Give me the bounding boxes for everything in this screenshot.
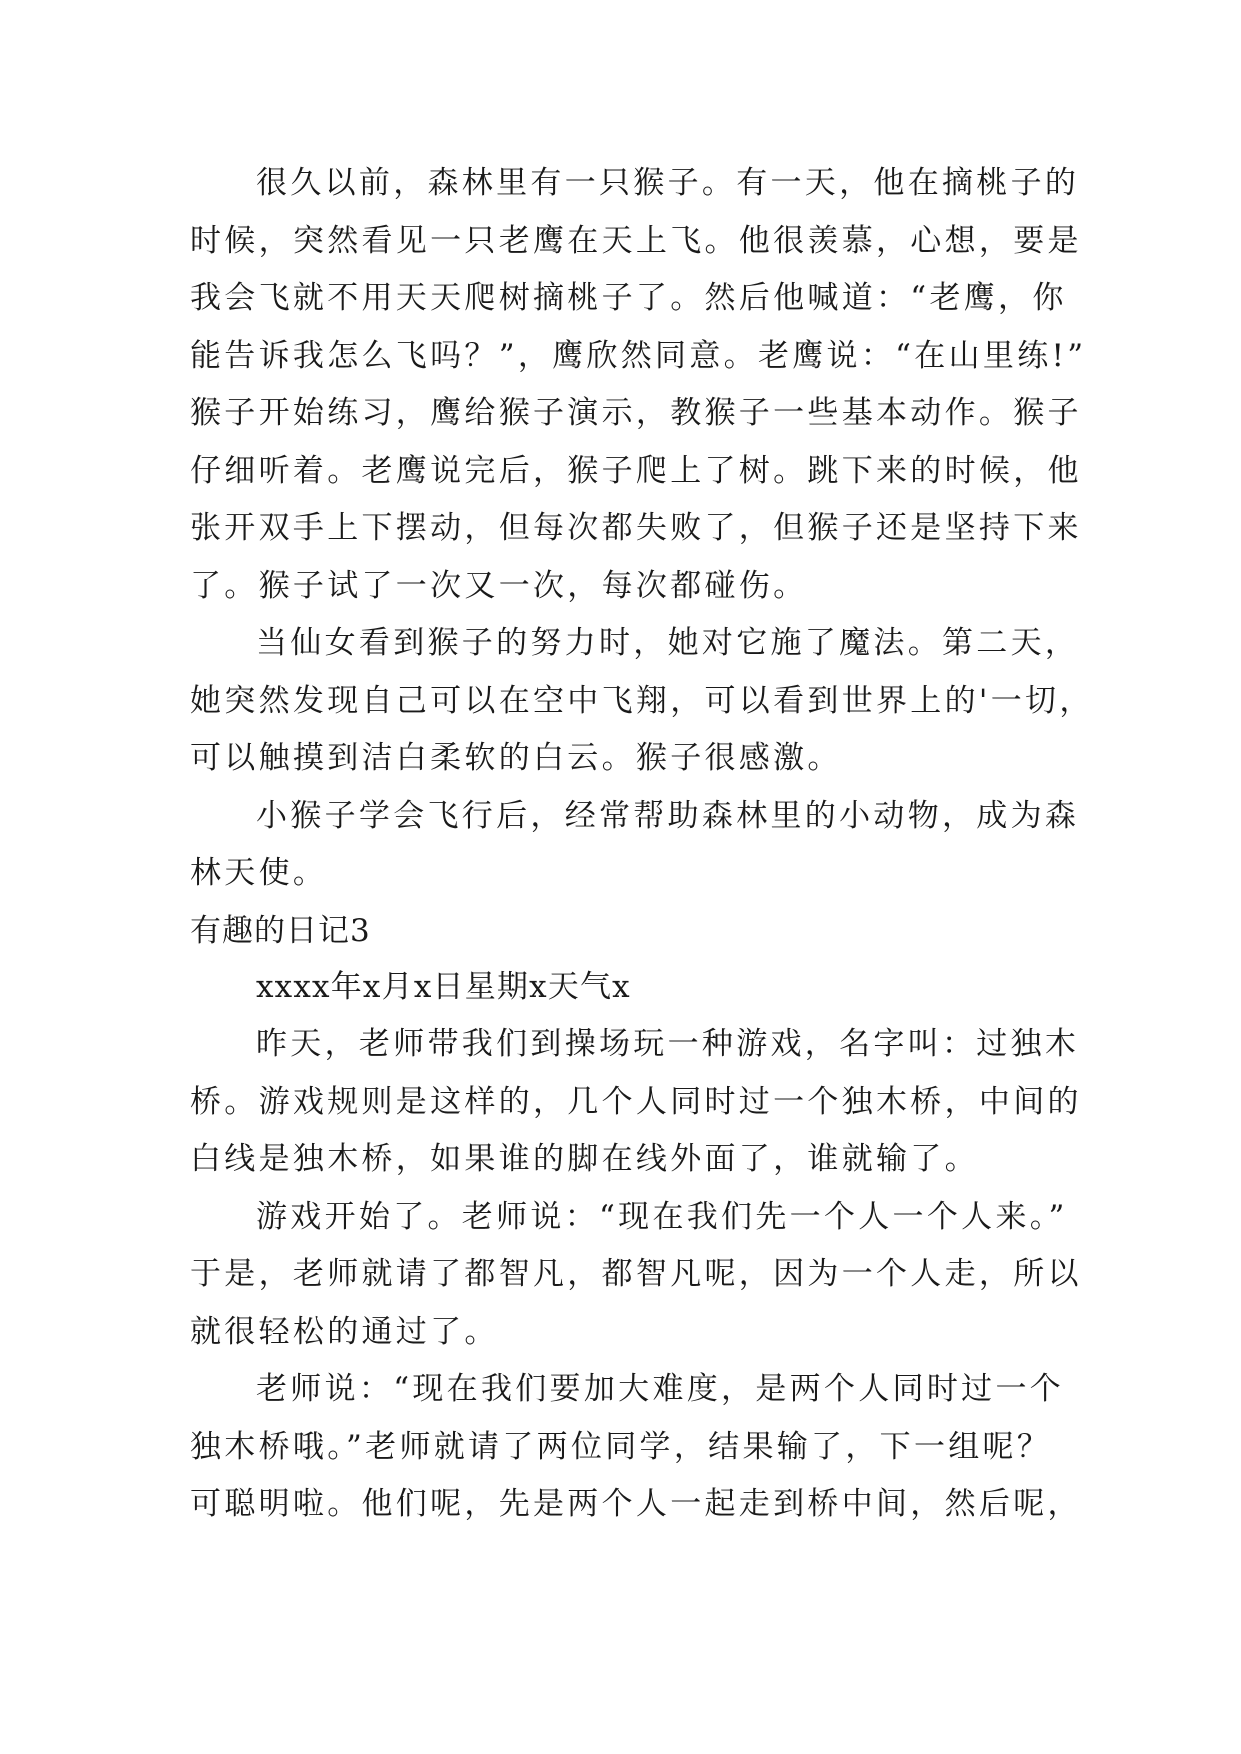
story-paragraph-3 <box>190 788 1080 903</box>
text-line: 白线是独木桥，如果谁的脚在线外面了，谁就输了。 <box>190 1141 979 1177</box>
text-line: 仔细听着。老鹰说完后，猴子爬上了树。跳下来的时候，他 <box>190 452 1082 489</box>
text-line: 游戏开始了。老师说：“现在我们先一个人一个人来。” <box>256 1198 1068 1235</box>
text-line: 于是，老师就请了都智凡，都智凡呢，因为一个人走，所以 <box>190 1256 1082 1292</box>
diary-title: 有趣的日记3 <box>190 912 371 949</box>
text-line: 很久以前，森林里有一只猴子。有一天，他在摘桃子的 <box>256 165 1080 201</box>
document-body <box>190 155 1094 1534</box>
text-line: 桥。游戏规则是这样的，几个人同时过一个独木桥，中间的 <box>190 1083 1082 1120</box>
diary-paragraph-1 <box>190 1016 1082 1189</box>
story-paragraph-1 <box>190 155 1087 615</box>
text-line: 猴子开始练习，鹰给猴子演示，教猴子一些基本动作。猴子 <box>190 395 1082 431</box>
text-line: 我会飞就不用天天爬树摘桃子了。然后他喊道：“老鹰，你 <box>190 280 1067 316</box>
text-line: 老师说：“现在我们要加大难度，是两个人同时过一个 <box>256 1371 1065 1407</box>
text-line: 当仙女看到猴子的努力时，她对它施了魔法。第二天， <box>256 625 1080 661</box>
text-line: 小猴子学会飞行后，经常帮助森林里的小动物，成为森 <box>256 797 1080 834</box>
text-line: 独木桥哦。”老师就请了两位同学，结果输了，下一组呢？ <box>190 1428 1052 1465</box>
text-line: 了。猴子试了一次又一次，每次都碰伤。 <box>190 567 808 604</box>
text-line: 可聪明啦。他们呢，先是两个人一起走到桥中间，然后呢， <box>190 1486 1082 1522</box>
diary-date-line: xxxx年x月x日星期x天气x <box>256 968 631 1005</box>
text-line: 她突然发现自己可以在空中飞翔，可以看到世界上的'一切， <box>190 682 1094 719</box>
text-line: 可以触摸到洁白柔软的白云。猴子很感激。 <box>190 740 842 776</box>
diary-paragraph-3 <box>190 1361 1082 1534</box>
diary-paragraph-2 <box>190 1189 1082 1362</box>
text-line: 能告诉我怎么飞吗？”，鹰欣然同意。老鹰说：“在山里练!” <box>190 337 1087 374</box>
text-line: 时候，突然看见一只老鹰在天上飞。他很羡慕，心想，要是 <box>190 222 1082 259</box>
story-paragraph-2 <box>190 615 1094 788</box>
text-line: 就很轻松的通过了。 <box>190 1313 499 1350</box>
text-line: 林天使。 <box>190 855 328 891</box>
text-line: 张开双手上下摆动，但每次都失败了，但猴子还是坚持下来 <box>190 510 1082 546</box>
text-line: 昨天，老师带我们到操场玩一种游戏，名字叫：过独木 <box>256 1026 1080 1062</box>
